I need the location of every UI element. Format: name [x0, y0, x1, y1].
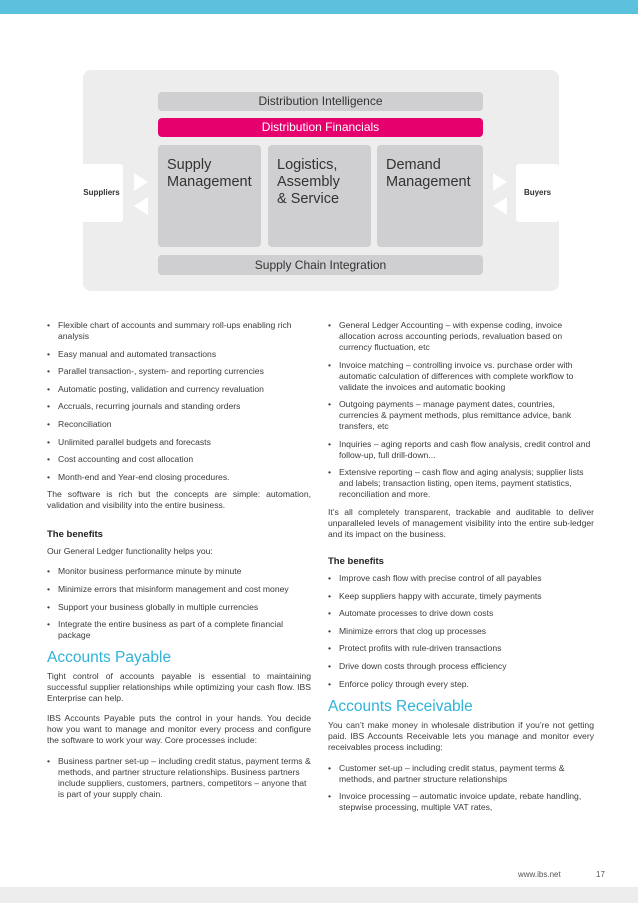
ap-description: IBS Accounts Payable puts the control in your hands. You decide how you want to manage and monitor every process and configure the software to work your way. Core processes include:	[47, 713, 311, 746]
benefits-intro: Our General Ledger functionality helps you:	[47, 546, 213, 557]
demand-management-block	[377, 145, 483, 247]
ap-benefits-list	[328, 573, 594, 690]
list-item: • Extensive reporting – cash flow and aging analysis; supplier lists and labels; transaction listing, open items, payment statistics, reconciliation and more.	[328, 467, 594, 500]
list-item: • Customer set-up – including credit status, payment terms & methods, and partner structure relationships	[328, 763, 594, 785]
right-column	[328, 320, 594, 820]
block-line: Supply	[167, 157, 212, 173]
list-item: • Invoice matching – controlling invoice vs. purchase order with automatic calculation of differences with complete workflow to validate the invoices and automatic booking	[328, 360, 594, 393]
block-line: Logistics,	[277, 157, 338, 173]
list-item: • Reconciliation	[47, 419, 311, 430]
gl-summary: The software is rich but the concepts are simple: automation, validation and visibility into the entire business.	[47, 489, 311, 511]
page-number: 17	[596, 870, 605, 879]
list-item: • Minimize errors that clog up processes	[328, 626, 594, 637]
distribution-financials-bar: Distribution Financials	[158, 118, 483, 137]
ar-process-list	[328, 763, 594, 814]
logistics-block	[268, 145, 371, 247]
gl-feature-list	[47, 320, 311, 483]
benefits-heading: The benefits	[328, 555, 384, 567]
list-item: • Automate processes to drive down costs	[328, 608, 594, 619]
block-line: Management	[386, 174, 471, 190]
list-item: • Unlimited parallel budgets and forecasts	[47, 437, 311, 448]
list-item: • Outgoing payments – manage payment dates, countries, currencies & payment methods, plus remittance advice, bank transfers, etc	[328, 399, 594, 432]
list-item: • Cost accounting and cost allocation	[47, 454, 311, 465]
arrow-right-icon	[134, 173, 148, 191]
list-item: • Drive down costs through process efficiency	[328, 661, 594, 672]
ap-summary: It’s all completely transparent, trackable and auditable to deliver unparalleled levels of management visibility into the entire sub-ledger and its impact on the business.	[328, 506, 594, 539]
list-item: • Invoice processing – automatic invoice update, rebate handling, stepwise processing, multiple VAT rates,	[328, 791, 594, 813]
suppliers-box: Suppliers	[80, 164, 123, 222]
arrow-right-icon	[493, 173, 507, 191]
arrow-left-icon	[493, 197, 507, 215]
list-item: • General Ledger Accounting – with expense coding, invoice allocation across accounting periods, revaluation based on currency fluctuation, etc	[328, 320, 594, 353]
arrow-left-icon	[134, 197, 148, 215]
list-item: • Month-end and Year-end closing procedures.	[47, 472, 311, 483]
top-color-bar	[0, 0, 638, 14]
block-line: Demand	[386, 157, 441, 173]
list-item: • Integrate the entire business as part of a complete financial package	[47, 619, 311, 641]
list-item: • Accruals, recurring journals and standing orders	[47, 401, 311, 412]
ap-intro: Tight control of accounts payable is essential to maintaining successful supplier relationships while optimizing your cash flow. IBS Enterprise can help.	[47, 671, 311, 704]
accounts-payable-heading: Accounts Payable	[47, 649, 172, 667]
ar-intro: You can’t make money in wholesale distribution if you’re not getting paid. IBS Accounts Receivable lets you manage and monitor every receivables process including:	[328, 719, 594, 752]
gl-benefits-list	[47, 566, 311, 641]
supply-management-block	[158, 145, 261, 247]
footer-url: www.ibs.net	[518, 870, 561, 879]
list-item: • Parallel transaction-, system- and reporting currencies	[47, 366, 311, 377]
buyers-box: Buyers	[516, 164, 559, 222]
list-item: • Business partner set-up – including credit status, payment terms & methods, and partner structure relationships. Business partners include suppliers, customers, partners, competitors – anyone that is part of your supply chain.	[47, 756, 311, 800]
ap-process-list	[47, 756, 311, 800]
list-item: • Flexible chart of accounts and summary roll-ups enabling rich analysis	[47, 320, 311, 342]
list-item: • Easy manual and automated transactions	[47, 349, 311, 360]
accounts-receivable-heading: Accounts Receivable	[328, 697, 473, 715]
list-item: • Monitor business performance minute by minute	[47, 566, 311, 577]
supply-chain-integration-bar: Supply Chain Integration	[158, 255, 483, 275]
block-line: Management	[167, 174, 252, 190]
list-item: • Inquiries – aging reports and cash flow analysis, credit control and follow-up, full drill-down...	[328, 439, 594, 461]
list-item: • Enforce policy through every step.	[328, 679, 594, 690]
benefits-heading: The benefits	[47, 529, 103, 541]
list-item: • Keep suppliers happy with accurate, timely payments	[328, 591, 594, 602]
bottom-bar	[0, 887, 638, 903]
list-item: • Protect profits with rule-driven transactions	[328, 643, 594, 654]
block-line: & Service	[277, 191, 340, 207]
list-item: • Minimize errors that misinform management and cost money	[47, 584, 311, 595]
list-item: • Support your business globally in multiple currencies	[47, 602, 311, 613]
ap-process-list-continued	[328, 320, 594, 500]
list-item: • Automatic posting, validation and currency revaluation	[47, 384, 311, 395]
left-column	[47, 320, 311, 807]
distribution-intelligence-bar: Distribution Intelligence	[158, 92, 483, 111]
distribution-diagram	[83, 70, 559, 291]
block-line: Assembly	[277, 174, 340, 190]
list-item: • Improve cash flow with precise control of all payables	[328, 573, 594, 584]
